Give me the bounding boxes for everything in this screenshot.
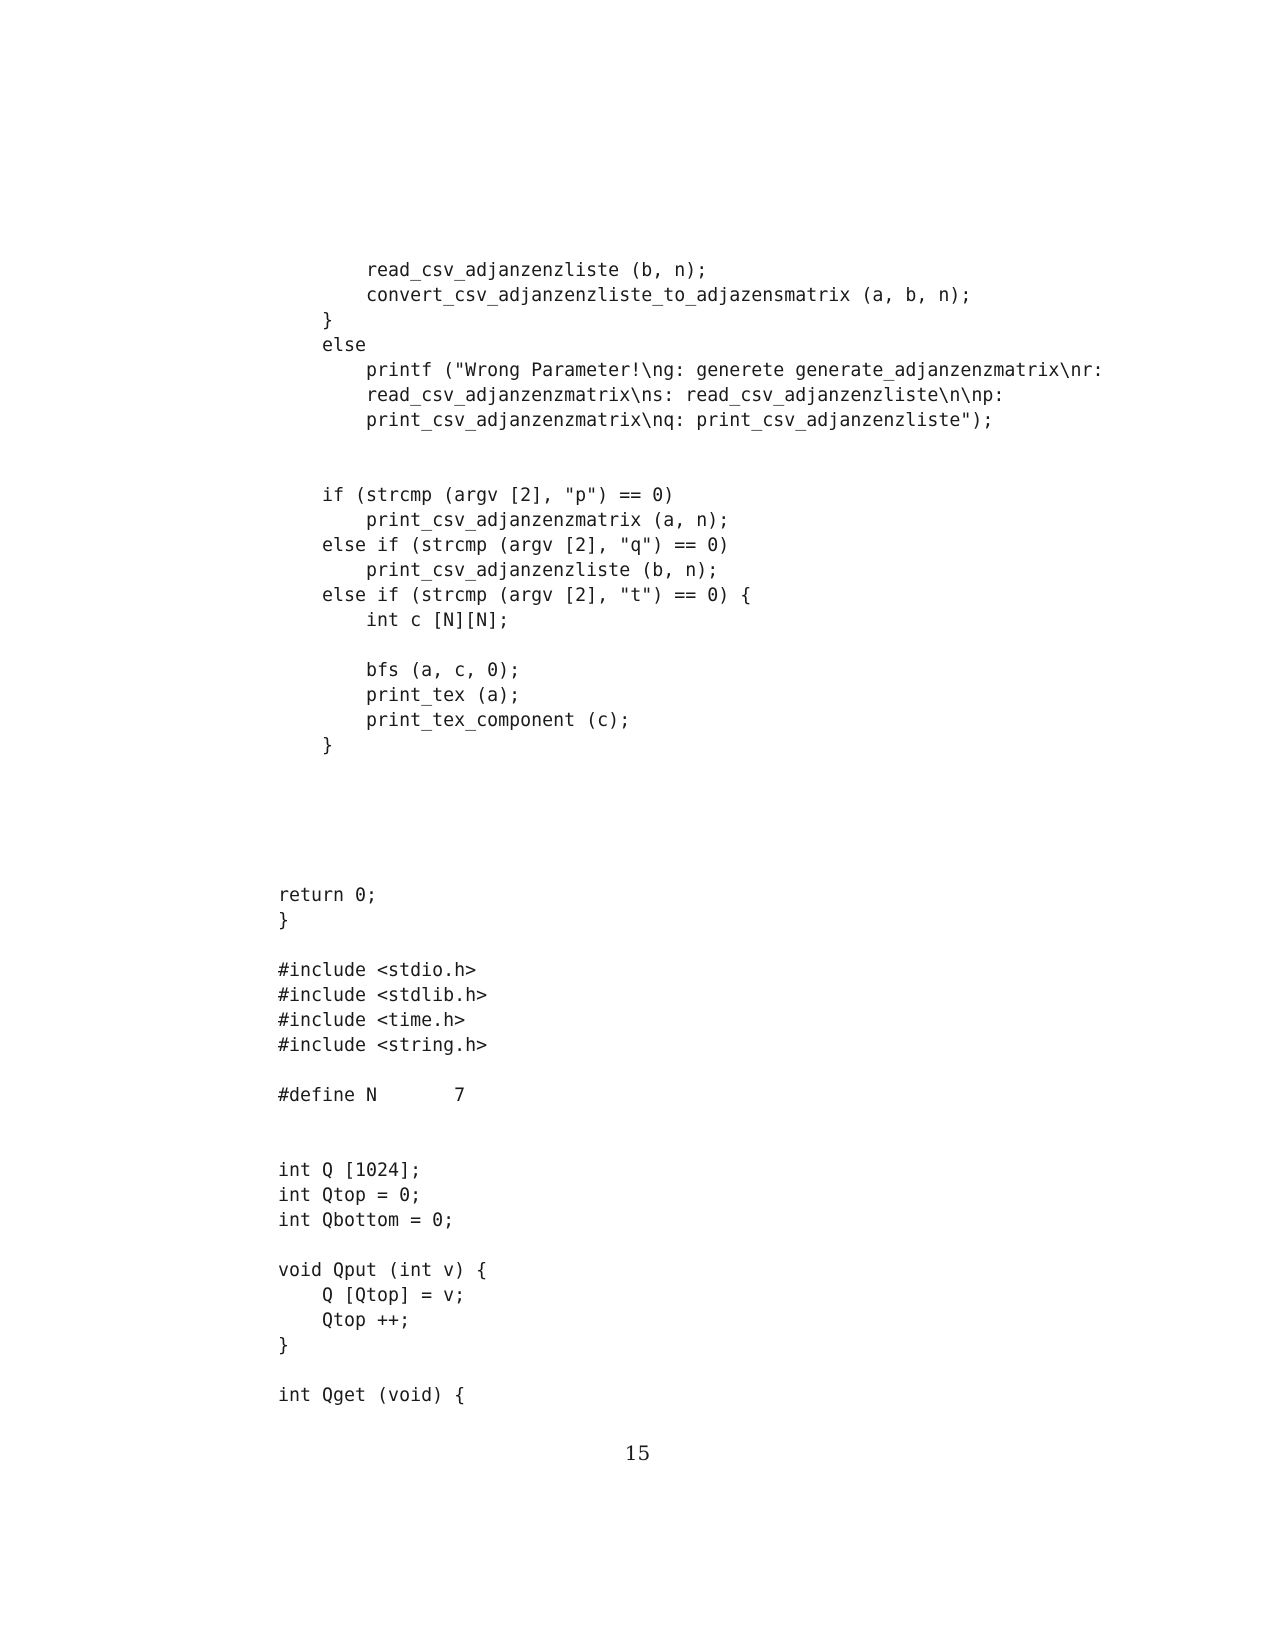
code-line: } (278, 310, 334, 331)
code-line: int Qtop = 0; (278, 1185, 422, 1206)
code-line: #include <stdio.h> (278, 960, 477, 981)
code-line (278, 1108, 1103, 1133)
code-line: int c [N][N]; (278, 610, 510, 631)
code-line (278, 858, 1103, 883)
code-line (278, 833, 1103, 858)
code-line: convert_csv_adjanzenzliste_to_adjazensmatrix (a, b, n); (278, 285, 972, 306)
code-line: #include <string.h> (278, 1035, 488, 1056)
code-line (278, 1058, 1103, 1083)
code-line: Qtop ++; (278, 1310, 411, 1331)
code-line (278, 633, 1103, 658)
code-line (278, 783, 1103, 808)
code-line (278, 758, 1103, 783)
code-line: int Qbottom = 0; (278, 1210, 455, 1231)
code-line: print_csv_adjanzenzliste (b, n); (278, 560, 719, 581)
code-line: print_tex (a); (278, 685, 521, 706)
code-line: int Qget (void) { (278, 1385, 466, 1406)
code-line: int Q [1024]; (278, 1160, 422, 1181)
code-line: } (278, 1335, 290, 1356)
code-line: #include <stdlib.h> (278, 985, 488, 1006)
code-line: print_tex_component (c); (278, 710, 631, 731)
code-line: } (278, 735, 334, 756)
code-line (278, 933, 1103, 958)
code-line: Q [Qtop] = v; (278, 1285, 466, 1306)
code-line: return 0; (278, 885, 378, 906)
code-line: bfs (a, c, 0); (278, 660, 521, 681)
code-line: else if (strcmp (argv [2], "q") == 0) (278, 535, 730, 556)
code-line: #define N 7 (278, 1085, 466, 1106)
code-line: void Qput (int v) { (278, 1260, 488, 1281)
code-line: print_csv_adjanzenzmatrix (a, n); (278, 510, 730, 531)
code-line (278, 808, 1103, 833)
code-line: #include <time.h> (278, 1010, 466, 1031)
code-line (278, 458, 1103, 483)
code-line: else if (strcmp (argv [2], "t") == 0) { (278, 585, 752, 606)
code-line (278, 433, 1103, 458)
code-line (278, 1133, 1103, 1158)
code-line (278, 1233, 1103, 1258)
code-line: printf ("Wrong Parameter!\ng: generete generate_adjanzenzmatrix\nr: (278, 360, 1104, 381)
code-listing (278, 258, 1103, 1408)
page-number: 15 (624, 1441, 651, 1465)
code-line: if (strcmp (argv [2], "p") == 0) (278, 485, 675, 506)
code-line: read_csv_adjanzenzliste (b, n); (278, 260, 708, 281)
code-line: else (278, 335, 367, 356)
code-line: print_csv_adjanzenzmatrix\nq: print_csv_adjanzenzliste"); (278, 410, 994, 431)
code-line: } (278, 910, 290, 931)
code-line (278, 1358, 1103, 1383)
code-line: read_csv_adjanzenzmatrix\ns: read_csv_adjanzenzliste\n\np: (278, 385, 1005, 406)
